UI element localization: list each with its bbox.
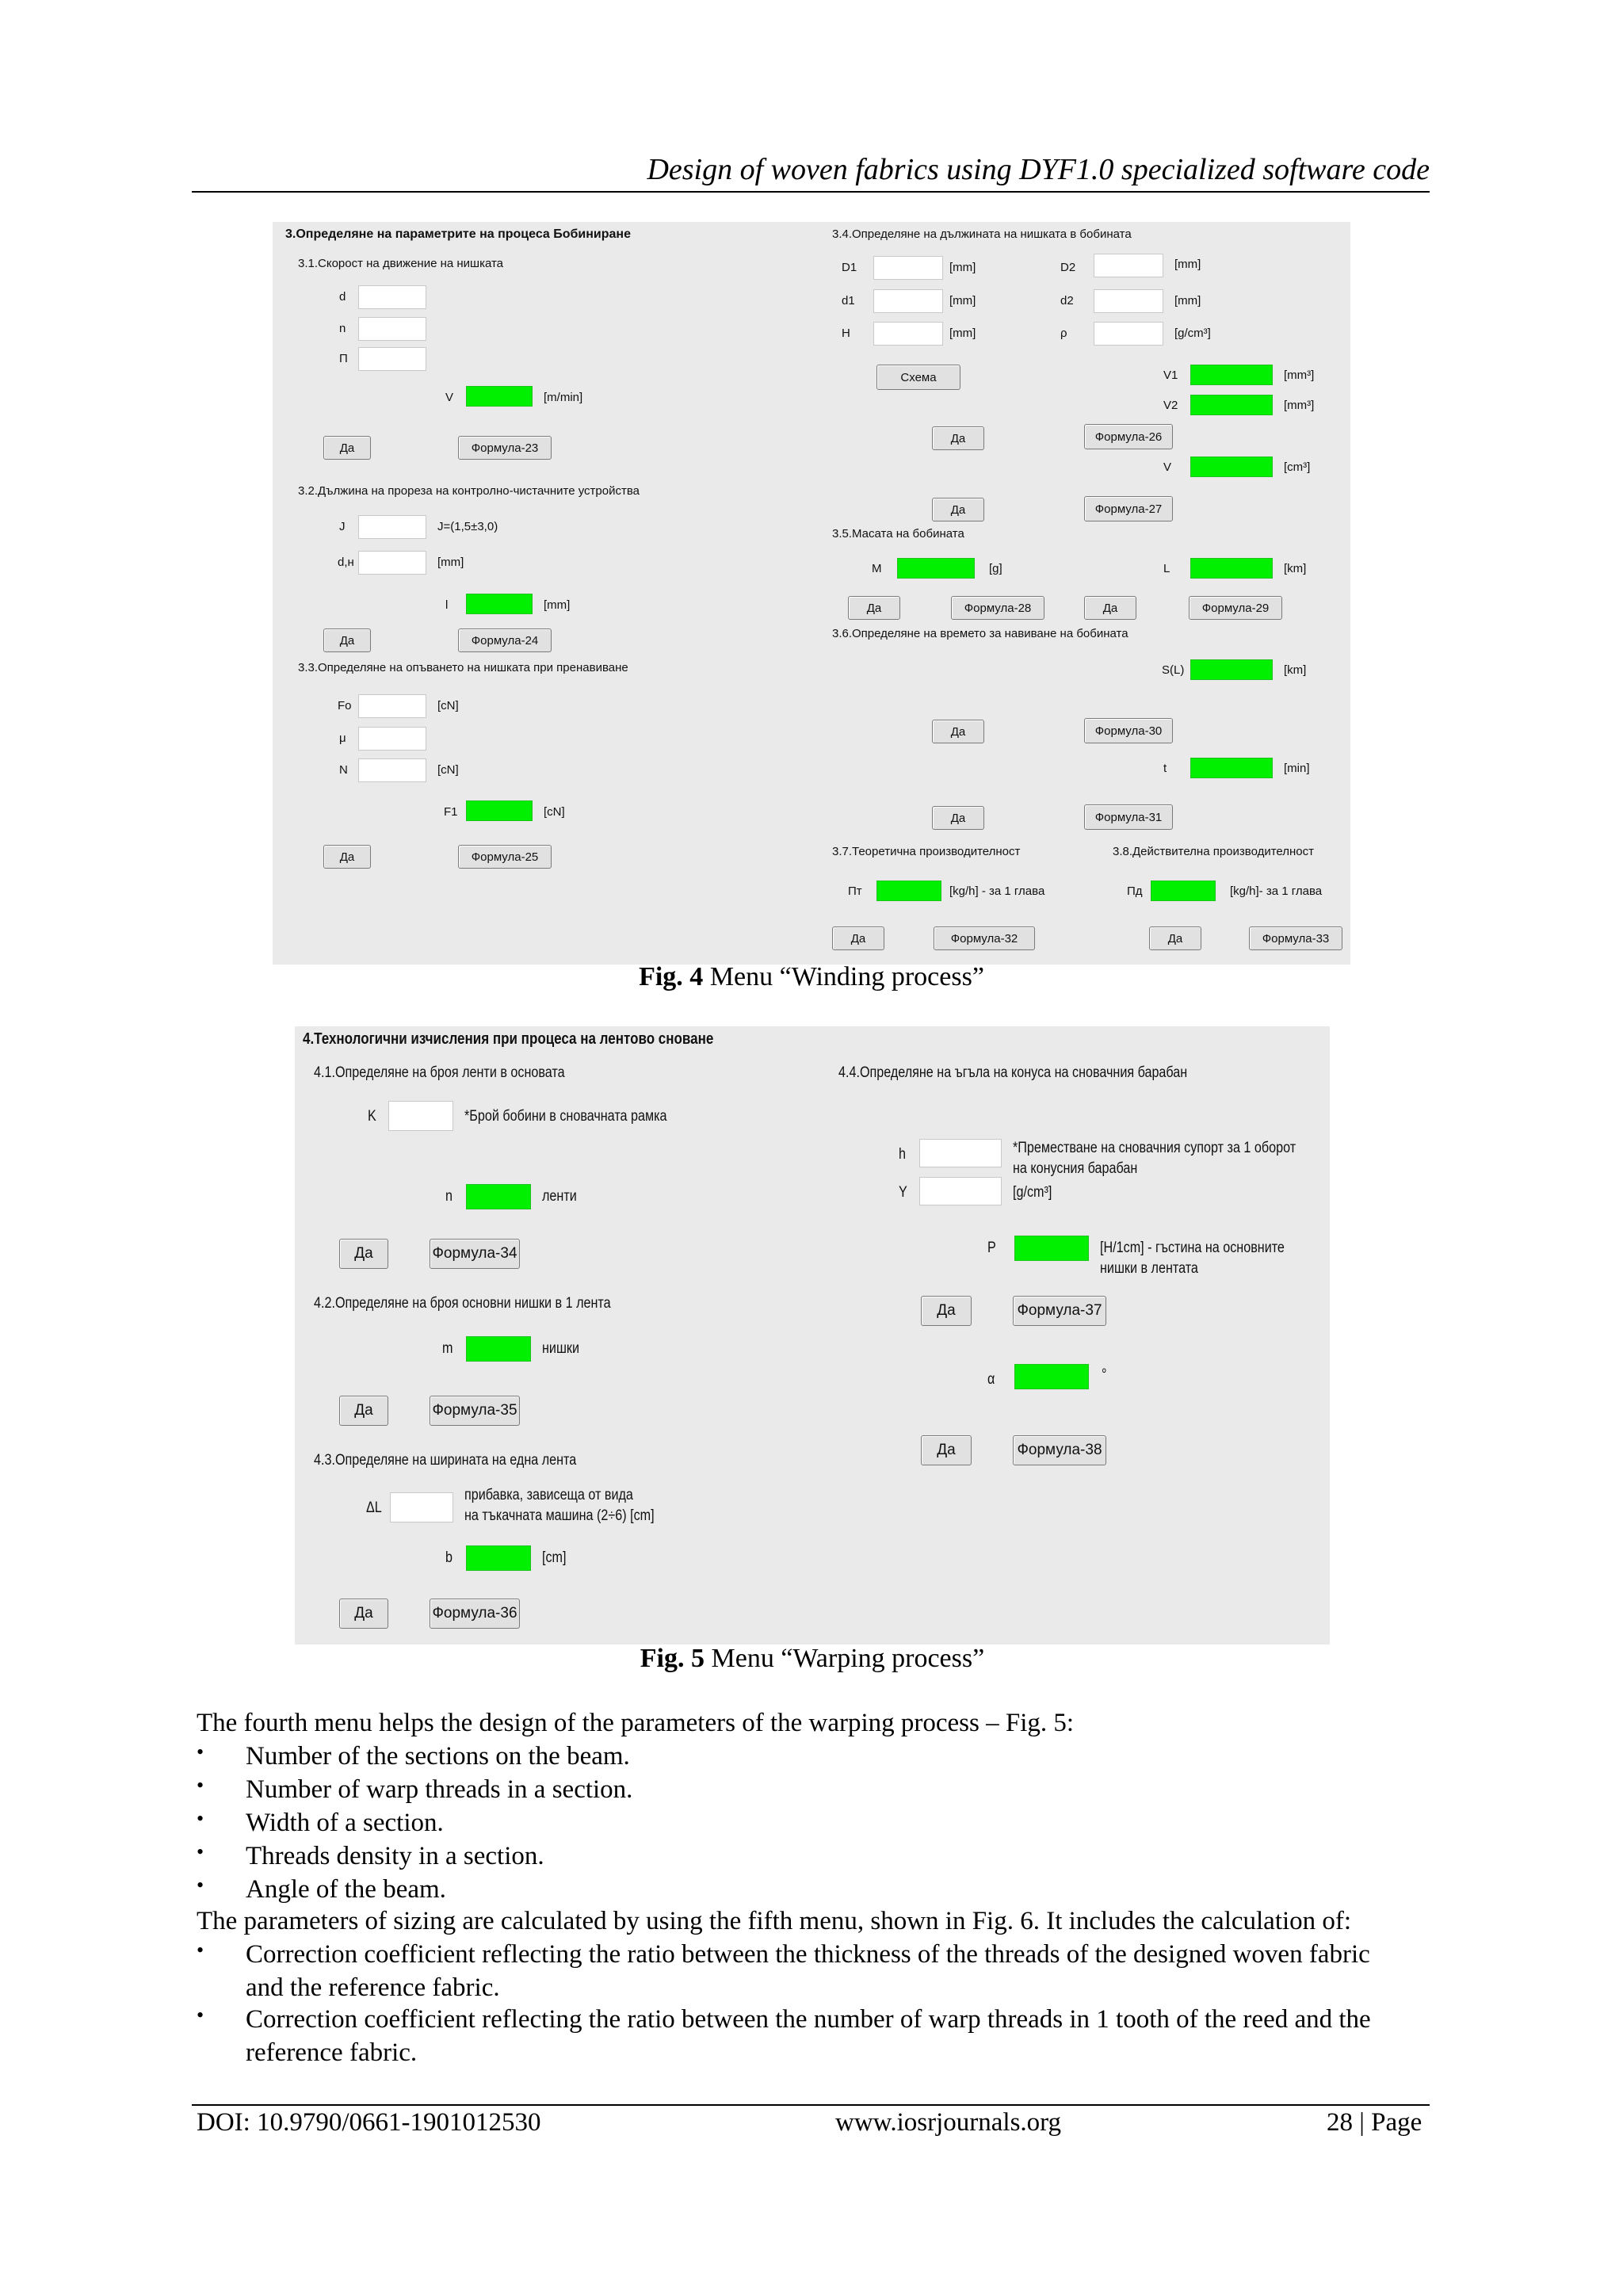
label-Fo: Fo [338,699,352,712]
label-gamma: Y [899,1184,907,1201]
label-rho: ρ [1060,327,1067,340]
section-4-title: 4.Технологични изчисления при процеса на лентово сноване [303,1030,714,1048]
bullet-marker: • [197,1874,204,1897]
unit-mm-d2: [mm] [1174,294,1201,308]
formula-23-button[interactable]: Формула-23 [458,436,552,460]
label-SL: S(L) [1162,663,1185,677]
section-3-4-title: 3.4.Определяне на дължината на нишката в бобината [832,227,1132,241]
p-note-1: [H/1cm] - гъстина на основните [1100,1240,1285,1256]
unit-cm: [cm] [542,1549,567,1566]
label-n-lenti: n [445,1188,453,1205]
unit-nishki: нишки [542,1340,579,1357]
input-K[interactable] [388,1101,453,1131]
label-m: m [442,1340,453,1357]
output-P [1014,1236,1089,1261]
da-button-4-4b[interactable]: Да [921,1435,972,1465]
input-gamma[interactable] [919,1177,1002,1205]
j-range: J=(1,5±3,0) [437,520,498,533]
da-button-3-7[interactable]: Да [832,926,884,950]
label-K: K [368,1108,376,1125]
label-alpha: α [987,1371,995,1388]
da-button-3-1[interactable]: Да [323,436,371,460]
schema-button[interactable]: Схема [876,365,960,390]
formula-37-button[interactable]: Формула-37 [1013,1296,1106,1326]
bullet-marker: • [197,1807,204,1830]
fig4-caption [273,962,1350,992]
unit-m-min: [m/min] [544,391,583,404]
section-3-1-title: 3.1.Скорост на движение на нишката [298,257,504,270]
output-V2 [1190,395,1273,415]
da-button-4-4a[interactable]: Да [921,1296,972,1326]
label-F1: F1 [444,805,458,819]
input-rho[interactable] [1094,322,1163,346]
running-header: Design of woven fabrics using DYF1.0 specialized software code [647,153,1430,186]
unit-km-SL: [km] [1284,663,1307,677]
warping-process-panel [295,1026,1330,1645]
formula-28-button[interactable]: Формула-28 [951,596,1044,620]
input-D2[interactable] [1094,254,1163,277]
label-D1: D1 [842,261,857,274]
output-V-cm3 [1190,457,1273,477]
bullet-item-continuation: and the reference fabric. [246,1973,500,2002]
label-l: l [445,598,449,612]
label-N: N [339,763,348,777]
label-b: b [445,1549,453,1566]
paragraph-sizing: The parameters of sizing are calculated by using the fifth menu, shown in Fig. 6. It includes the calculation of: [197,1907,1352,1935]
bullet-item: Angle of the beam. [246,1875,446,1904]
section-3-7-title: 3.7.Теоретична производителност [832,845,1021,858]
label-h: h [899,1146,906,1163]
fig4-caption-text: Menu “Winding process” [703,962,984,991]
unit-km-L: [km] [1284,562,1307,575]
section-4-3-title: 4.3.Определяне на ширината на една лента [314,1452,577,1469]
unit-mm3-V1: [mm³] [1284,369,1315,382]
formula-25-button[interactable]: Формула-25 [458,845,552,869]
label-d1: d1 [842,294,855,308]
output-b [466,1545,531,1571]
label-P-density: P [987,1240,996,1256]
label-J: J [339,520,346,533]
bullet-item: Number of the sections on the beam. [246,1742,630,1771]
section-3-6-title: 3.6.Определяне на времето за навиване на бобината [832,627,1128,640]
p-note-2: нишки в лентата [1100,1260,1198,1277]
label-delta-L: ΔL [366,1499,382,1516]
h-note-1: *Преместване на сновачния супорт за 1 оборот [1013,1140,1296,1156]
output-n [466,1184,531,1209]
footer-doi: DOI: 10.9790/0661-1901012530 [197,2108,541,2137]
formula-29-button[interactable]: Формула-29 [1189,596,1282,620]
unit-cN-N: [cN] [437,763,459,777]
bullet-item: Threads density in a section. [246,1842,544,1870]
unit-mm3-V2: [mm³] [1284,399,1315,412]
bullet-item-line: Correction coefficient reflecting the ratio between the thickness of the threads of the designed woven fabric [246,1940,1370,1969]
da-button-3-6b[interactable]: Да [932,806,984,830]
unit-lenti: ленти [542,1188,577,1205]
footer-page-number: 28 | Page [1327,2108,1423,2137]
label-P: П [339,352,348,365]
unit-mm-D1: [mm] [949,261,976,274]
label-V2: V2 [1163,399,1178,412]
label-V1: V1 [1163,369,1178,382]
unit-mm-H: [mm] [949,327,976,340]
da-button-3-8[interactable]: Да [1149,926,1201,950]
fig5-caption [295,1644,1330,1674]
bullet-marker: • [197,1939,204,1962]
label-L: L [1163,562,1170,575]
bullet-marker: • [197,1840,204,1863]
section-4-1-title: 4.1.Определяне на броя ленти в основата [314,1064,565,1081]
bullet-item: Number of warp threads in a section. [246,1775,633,1804]
formula-30-button[interactable]: Формула-30 [1084,718,1173,743]
output-Pt [876,881,941,901]
bullet-marker: • [197,1774,204,1797]
da-button-3-5b[interactable]: Да [1084,596,1136,620]
da-button-3-5a[interactable]: Да [848,596,900,620]
formula-34-button[interactable]: Формула-34 [430,1239,520,1269]
input-N[interactable] [358,758,426,782]
formula-31-button[interactable]: Формула-31 [1084,804,1173,830]
input-d[interactable] [358,285,426,309]
section-3-title: 3.Определяне на параметрите на процеса Бобиниране [285,227,631,241]
input-n[interactable] [358,317,426,341]
section-3-8-title: 3.8.Действителна производителност [1113,845,1315,858]
label-M: M [872,562,882,575]
label-V: V [1163,460,1172,474]
label-t: t [1163,762,1167,775]
unit-cm3: [cm³] [1284,460,1311,474]
input-Fo[interactable] [358,694,426,718]
input-H[interactable] [873,322,943,346]
delta-L-note-1: прибавка, зависеща от вида [464,1487,633,1503]
da-button-4-1[interactable]: Да [339,1239,388,1269]
winding-process-panel [273,222,1350,965]
output-V [466,386,533,407]
unit-mm-l: [mm] [544,598,571,612]
section-3-2-title: 3.2.Дължина на прореза на контролно-чистачните устройства [298,484,640,498]
output-l [466,594,533,614]
unit-g-cm3-gamma: [g/cm³] [1013,1184,1052,1201]
bullet-item: Width of a section. [246,1809,444,1837]
fig4-caption-label: Fig. 4 [639,962,704,991]
unit-mm-dn: [mm] [437,556,464,569]
footer-website[interactable]: www.iosrjournals.org [835,2108,1062,2137]
bullet-item-line: Correction coefficient reflecting the ratio between the number of warp threads in 1 tooth of the reed and the [246,2005,1371,2034]
output-F1 [466,800,533,821]
input-h[interactable] [919,1139,1002,1167]
k-note: *Брой бобини в сновачната рамка [464,1108,667,1125]
unit-cN-F1: [cN] [544,805,565,819]
paragraph-warping-intro: The fourth menu helps the design of the parameters of the warping process – Fig. 5: [197,1709,1075,1737]
unit-kgh-Pd: [kg/h]- за 1 глава [1230,884,1323,898]
da-button-4-2[interactable]: Да [339,1396,388,1426]
label-d: d [339,290,346,304]
input-delta-L[interactable] [390,1492,453,1522]
input-dn[interactable] [358,551,426,575]
formula-26-button[interactable]: Формула-26 [1084,424,1173,449]
unit-kgh-Pt: [kg/h] - за 1 глава [949,884,1045,898]
formula-36-button[interactable]: Формула-36 [430,1599,520,1629]
label-D2: D2 [1060,261,1076,274]
label-Pt: Пт [848,884,862,898]
input-D1[interactable] [873,256,943,280]
output-m [466,1336,531,1362]
output-M [897,558,975,579]
h-note-2: на конусния барабан [1013,1160,1138,1177]
unit-g-cm3-rho: [g/cm³] [1174,327,1211,340]
unit-mm-d1: [mm] [949,294,976,308]
formula-33-button[interactable]: Формула-33 [1249,926,1342,950]
input-J[interactable] [358,515,426,539]
output-alpha [1014,1364,1089,1389]
bullet-marker: • [197,1740,204,1763]
fig5-caption-label: Fig. 5 [640,1644,705,1673]
label-dn: d,н [338,556,354,569]
input-P[interactable] [358,347,426,371]
label-V: V [445,391,454,404]
unit-degree: ° [1102,1366,1107,1383]
unit-mm-D2: [mm] [1174,258,1201,271]
header-rule [192,191,1430,193]
unit-cN-Fo: [cN] [437,699,459,712]
section-3-5-title: 3.5.Масата на бобината [832,527,964,541]
section-4-2-title: 4.2.Определяне на броя основни нишки в 1 лента [314,1295,611,1312]
label-n: n [339,322,346,335]
label-H: H [842,327,850,340]
da-button-3-4b[interactable]: Да [932,498,984,521]
output-V1 [1190,365,1273,385]
da-button-3-3[interactable]: Да [323,845,371,869]
input-d1[interactable] [873,289,943,313]
da-button-3-4a[interactable]: Да [932,426,984,450]
input-mu[interactable] [358,727,426,751]
input-d2[interactable] [1094,289,1163,313]
da-button-4-3[interactable]: Да [339,1599,388,1629]
section-4-4-title: 4.4.Определяне на ъгъла на конуса на сновачния барабан [838,1064,1188,1081]
formula-35-button[interactable]: Формула-35 [430,1396,520,1426]
output-SL [1190,659,1273,680]
bullet-marker: • [197,2004,204,2027]
output-Pd [1151,881,1216,901]
label-d2: d2 [1060,294,1074,308]
output-L [1190,558,1273,579]
label-Pd: Пд [1127,884,1143,898]
formula-24-button[interactable]: Формула-24 [458,628,552,652]
da-button-3-6a[interactable]: Да [932,720,984,743]
da-button-3-2[interactable]: Да [323,628,371,652]
formula-27-button[interactable]: Формула-27 [1084,496,1173,521]
section-3-3-title: 3.3.Определяне на опъването на нишката при пренавиване [298,661,628,674]
label-mu: μ [339,732,346,745]
formula-32-button[interactable]: Формула-32 [934,926,1035,950]
formula-38-button[interactable]: Формула-38 [1013,1435,1106,1465]
unit-g: [g] [989,562,1002,575]
delta-L-note-2: на тъкачната машина (2÷6) [cm] [464,1507,655,1524]
bullet-item-continuation: reference fabric. [246,2038,418,2067]
footer-rule [192,2104,1430,2106]
output-t [1190,758,1273,778]
unit-min: [min] [1284,762,1310,775]
fig5-caption-text: Menu “Warping process” [705,1644,985,1673]
